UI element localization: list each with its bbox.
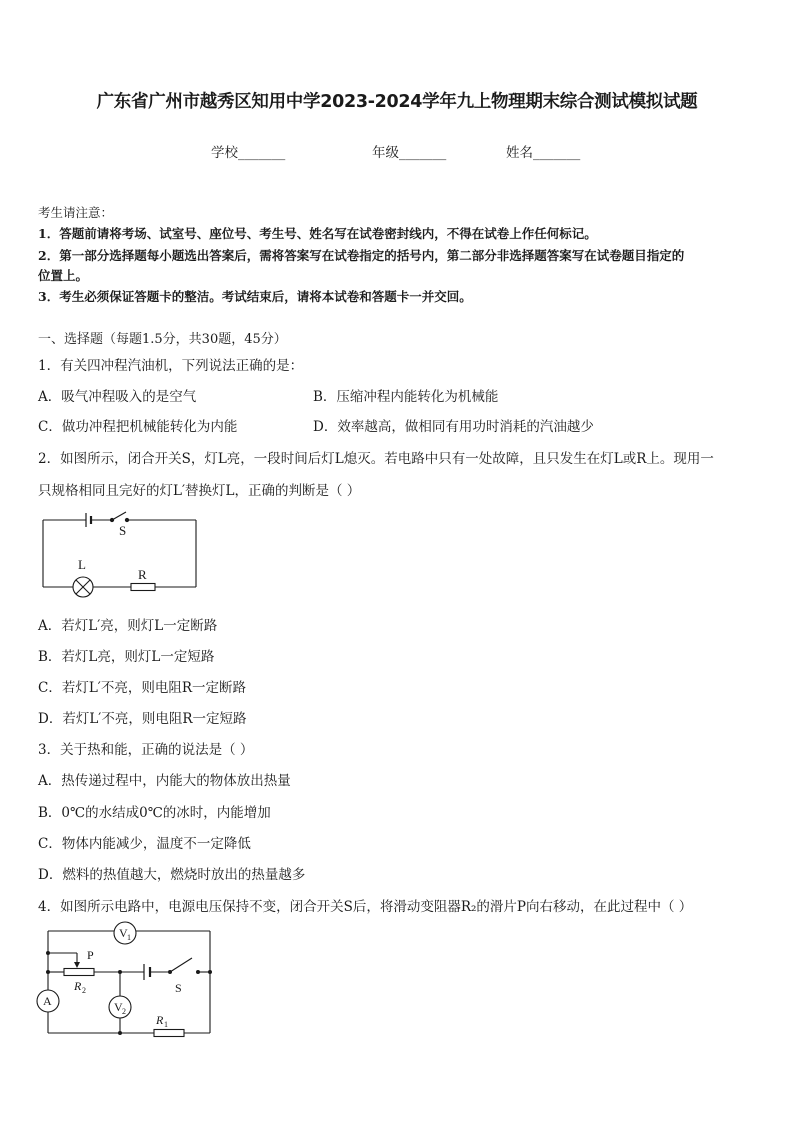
q4-r1-label: R <box>156 1013 164 1027</box>
q3-stem: 3．关于热和能，正确的说法是（ ） <box>38 742 254 758</box>
q2-option-d: D．若灯L′不亮，则电阻R一定短路 <box>38 711 247 727</box>
q2-option-c: C．若灯L′不亮，则电阻R一定断路 <box>38 680 247 696</box>
school-field: 学校_______ <box>211 145 286 161</box>
q4-v2-label: V <box>114 1000 123 1014</box>
q1-option-a: A．吸气冲程吸入的是空气 <box>38 389 197 405</box>
q1-option-c: C．做功冲程把机械能转化为内能 <box>38 419 238 435</box>
name-field: 姓名_______ <box>506 145 581 161</box>
q4-circuit-diagram <box>34 920 219 1045</box>
q1-option-b: B．压缩冲程内能转化为机械能 <box>313 389 499 405</box>
q3-option-c: C．物体内能减少，温度不一定降低 <box>38 836 251 852</box>
q4-ammeter-label: A <box>43 994 52 1008</box>
q3-option-b: B．0℃的水结成0℃的冰时，内能增加 <box>38 805 271 821</box>
q3-option-a: A．热传递过程中，内能大的物体放出热量 <box>38 773 291 789</box>
section-heading: 一、选择题（每题1.5分，共30题，45分） <box>38 332 287 347</box>
notice-item-3: 3．考生必须保证答题卡的整洁。考试结束后，请将本试卷和答题卡一并交回。 <box>38 289 472 304</box>
q2-option-a: A．若灯L′亮，则灯L一定断路 <box>38 618 218 634</box>
q2-switch-label: S <box>119 523 127 538</box>
q3-option-d: D．燃料的热值越大，燃烧时放出的热量越多 <box>38 867 306 883</box>
notice-item-2-line-2: 位置上。 <box>38 268 89 283</box>
q2-stem-line-2: 只规格相同且完好的灯L′替换灯L，正确的判断是（ ） <box>38 483 361 499</box>
q2-resistor-label: R <box>138 567 147 582</box>
grade-field: 年级_______ <box>372 145 447 161</box>
q4-switch-label: S <box>175 981 182 995</box>
q4-v1-label: V <box>119 926 128 940</box>
notice-heading: 考生请注意： <box>38 205 114 220</box>
q2-lamp-label: L <box>78 557 86 572</box>
q4-r1-subscript: 1 <box>164 1020 168 1029</box>
q2-option-b: B．若灯L亮，则灯L一定短路 <box>38 649 215 665</box>
q4-r2-label: R <box>74 979 82 993</box>
q1-stem: 1．有关四冲程汽油机，下列说法正确的是： <box>38 358 304 374</box>
notice-item-1: 1．答题前请将考场、试室号、座位号、考生号、姓名写在试卷密封线内，不得在试卷上作任何标记。 <box>38 226 597 241</box>
q1-option-d: D．效率越高，做相同有用功时消耗的汽油越少 <box>313 419 594 435</box>
q4-v2-subscript: 2 <box>122 1007 126 1016</box>
notice-item-2-line-1: 2．第一部分选择题每小题选出答案后，需将答案写在试卷指定的括号内，第二部分非选择题答案写在试卷题目指定的 <box>38 248 685 263</box>
q4-stem: 4．如图所示电路中，电源电压保持不变，闭合开关S后，将滑动变阻器R₂的滑片P向右移动，在此过程中（ ） <box>38 899 693 915</box>
q4-slider-label: P <box>87 948 94 962</box>
page-title: 广东省广州市越秀区知用中学2023-2024学年九上物理期末综合测试模拟试题 <box>96 92 698 112</box>
q2-circuit-diagram <box>38 508 203 598</box>
q4-v1-subscript: 1 <box>127 933 131 942</box>
q4-r2-subscript: 2 <box>82 986 86 995</box>
q2-stem-line-1: 2．如图所示，闭合开关S，灯L亮，一段时间后灯L熄灭。若电路中只有一处故障，且只发生在灯L或R上。现用一 <box>38 451 714 467</box>
